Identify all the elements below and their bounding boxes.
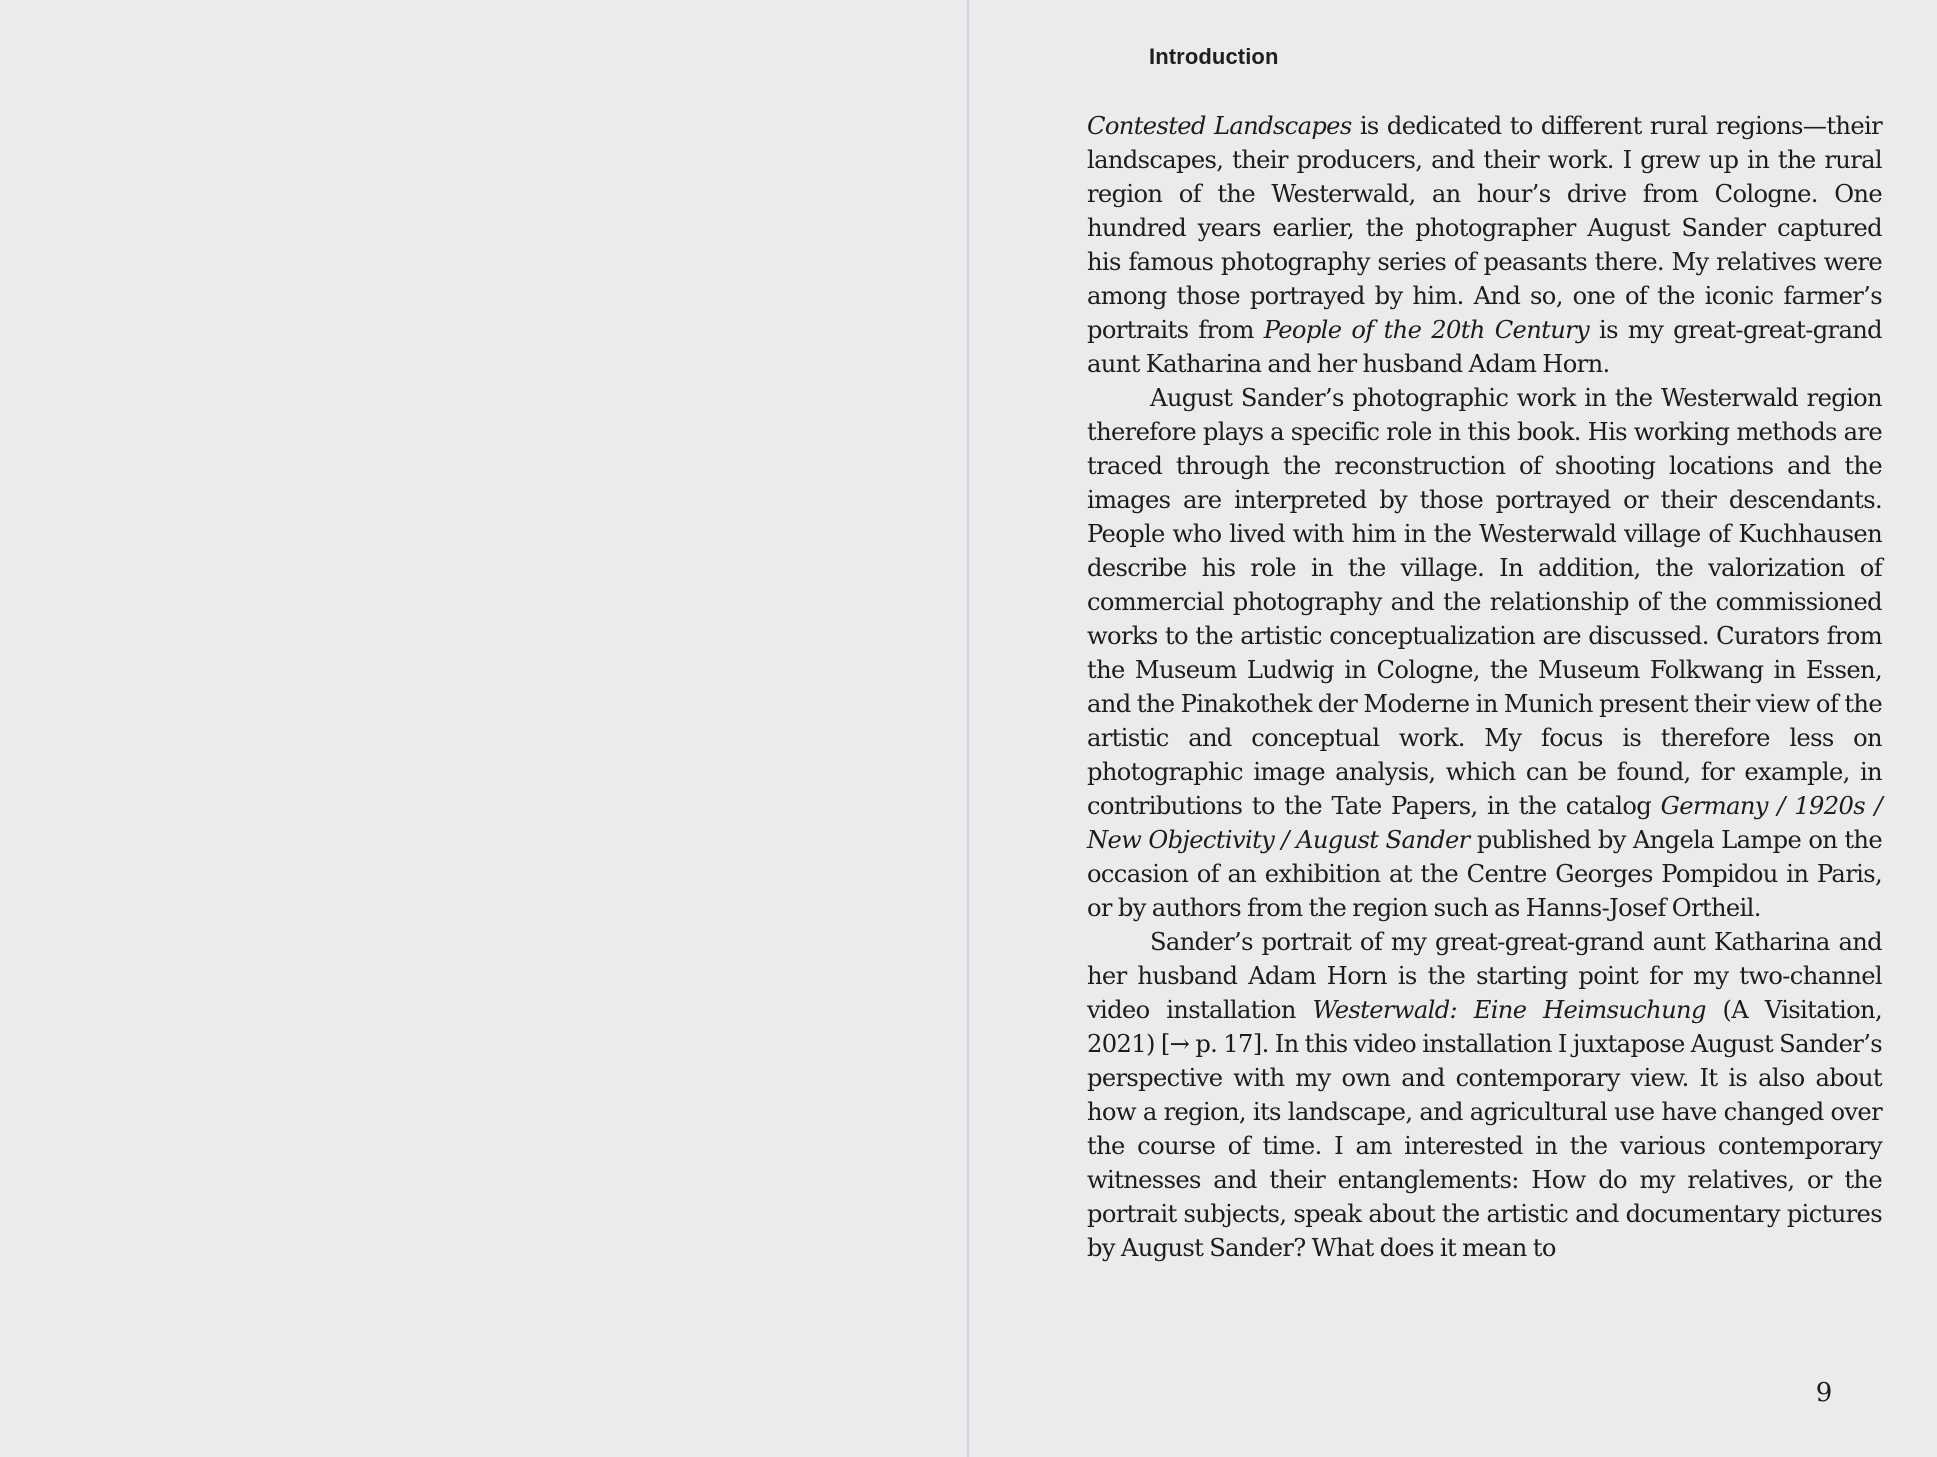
- text-segment: Sander’s portrait of my great-great-grand aunt Katharina and her husband Adam Horn is the starting point for my two-channel video installation: [1087, 928, 1882, 1024]
- text-segment: published by Angela Lampe on the occasion of an exhibition at the Centre Georges Pompidou in Paris, or by authors from the region such as Hanns-Josef Ortheil.: [1087, 826, 1883, 922]
- page-number: 9: [1815, 1378, 1833, 1408]
- text-segment: is dedicated to different rural regions—their landscapes, their producers, and their work. I grew up in the rural region of the Westerwald, an hour’s drive from Cologne. One hundred years earlier, the photographer August Sander captured his famous photography series of peasants there. My relatives were among those portrayed by him. And so, one of the iconic farmer’s portraits from: [1087, 112, 1882, 344]
- running-head: Introduction: [1149, 44, 1279, 69]
- paragraph-1: [1087, 109, 1882, 381]
- installation-title-italic: Westerwald: Eine Heimsuchung: [1312, 996, 1706, 1024]
- body-text: [1087, 109, 1882, 1265]
- paragraph-2: [1087, 381, 1882, 925]
- text-segment: August Sander’s photographic work in the Westerwald region therefore plays a specific role in this book. His working methods are traced through the reconstruction of shooting locations and the images are interpreted by those portrayed or their descendants. People who lived with him in the Westerwald village of Kuchhausen describe his role in the village. In addition, the valorization of commercial photography and the relationship of the commissioned works to the artistic conceptualization are discussed. Curators from the Museum Ludwig in Cologne, the Museum Folkwang in Essen, and the Pinakothek der Moderne in Munich present their view of the artistic and conceptual work. My focus is therefore less on photographic image analysis, which can be found, for example, in contributions to the Tate Papers, in the catalog: [1087, 384, 1882, 820]
- paragraph-3: [1087, 925, 1882, 1265]
- text-segment: is my great-great-grand aunt Katharina and her husband Adam Horn.: [1087, 316, 1882, 378]
- right-page: [969, 0, 1937, 1457]
- text-segment: (A Visitation, 2021) [→ p. 17]. In this video installation I juxtapose August Sander’s perspective with my own and contemporary view. It is also about how a region, its landscape, and agricultural use have changed over the course of time. I am interested in the various contemporary witnesses and their entanglements: How do my relatives, or the portrait subjects, speak about the artistic and documentary pictures by August Sander? What does it mean to: [1087, 996, 1882, 1262]
- series-title-italic: People of the 20th Century: [1263, 316, 1590, 344]
- left-page: [0, 0, 967, 1457]
- book-title-italic: Contested Landscapes: [1087, 112, 1352, 140]
- catalog-title-italic: Germany / 1920s / New Objectivity / August Sander: [1087, 792, 1883, 854]
